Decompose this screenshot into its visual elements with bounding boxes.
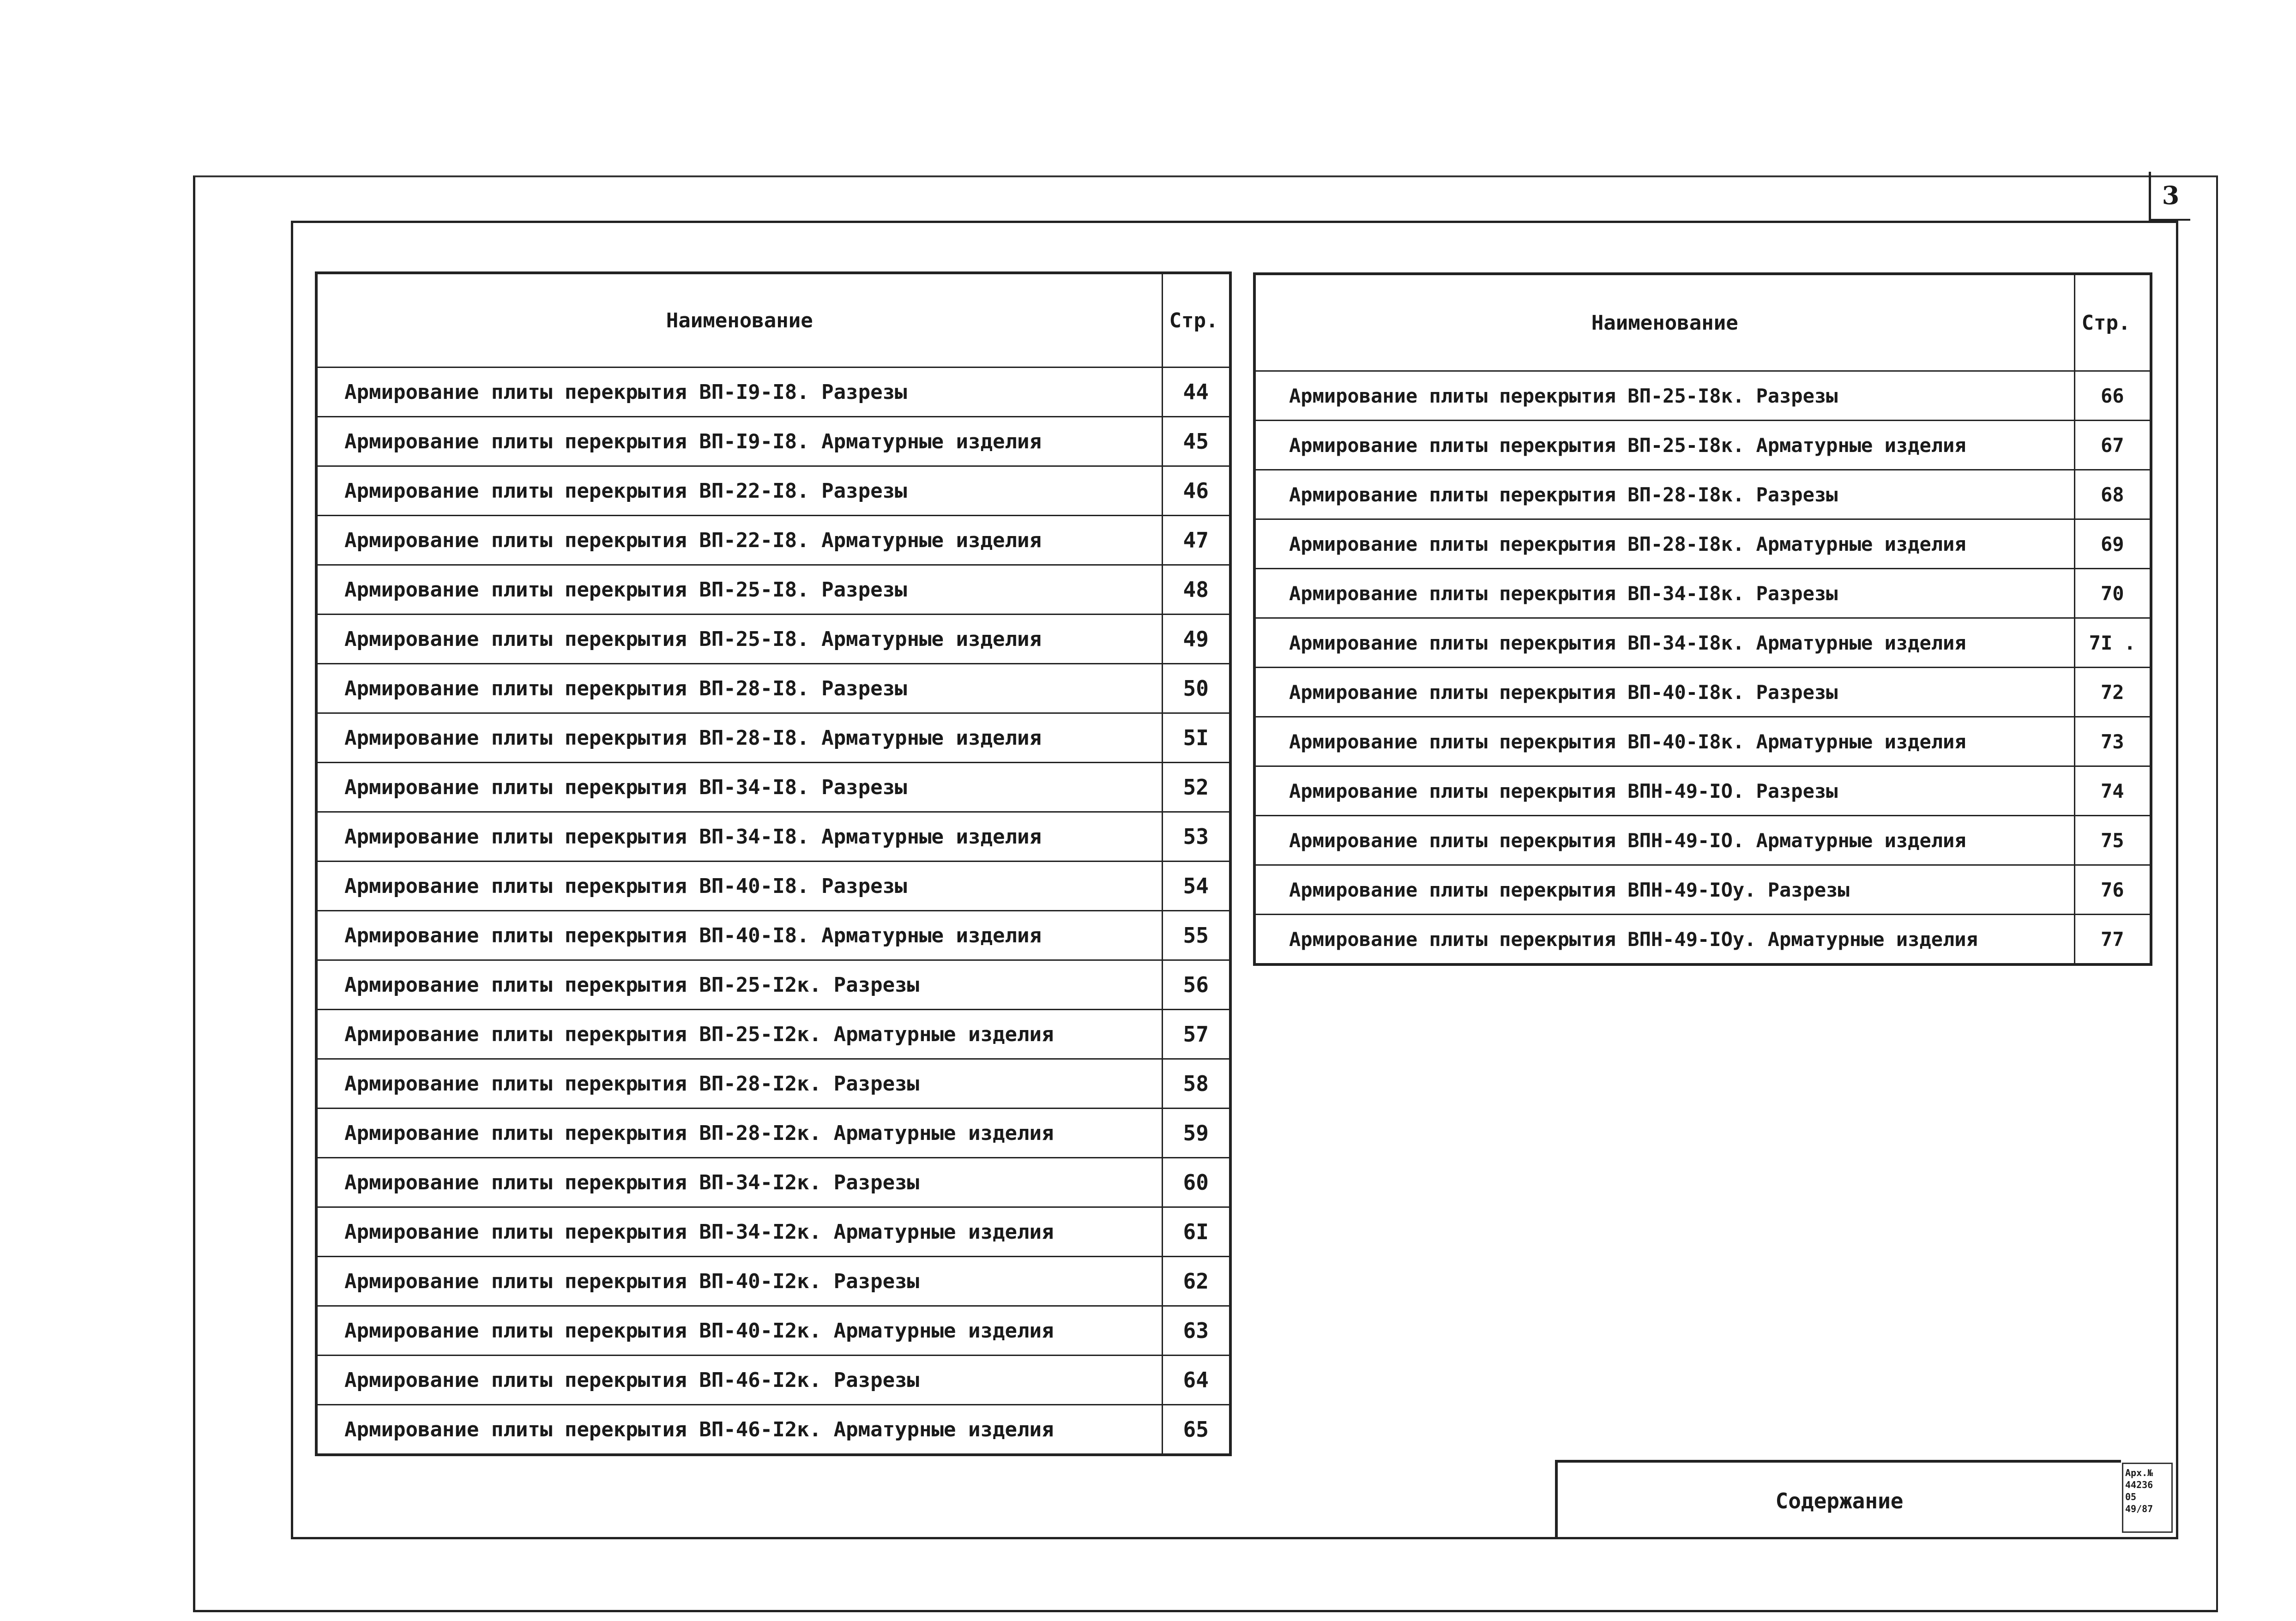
contents-table-left	[315, 271, 1232, 1456]
table-row	[316, 466, 1230, 516]
row-title: Армирование плиты перекрытия ВП-34-I2к. Разрезы	[316, 1158, 1162, 1207]
row-title: Армирование плиты перекрытия ВП-46-I2к. Арматурные изделия	[316, 1405, 1162, 1455]
row-page-number: 44	[1162, 368, 1230, 417]
row-title: Армирование плиты перекрытия ВП-34-I8к. Разрезы	[1254, 569, 2074, 618]
row-page-number: 49	[1162, 615, 1230, 664]
table-row	[316, 1257, 1230, 1306]
row-page-number: 74	[2074, 766, 2151, 816]
row-title: Армирование плиты перекрытия ВП-40-I8. Разрезы	[316, 862, 1162, 911]
row-title: Армирование плиты перекрытия ВП-25-I8к. Арматурные изделия	[1254, 421, 2074, 470]
row-title: Армирование плиты перекрытия ВП-I9-I8. Арматурные изделия	[316, 417, 1162, 466]
row-title: Армирование плиты перекрытия ВП-34-I8. Арматурные изделия	[316, 812, 1162, 862]
table-row	[316, 960, 1230, 1010]
row-page-number: 63	[1162, 1306, 1230, 1356]
row-page-number: 76	[2074, 865, 2151, 915]
row-title: Армирование плиты перекрытия ВП-28-I2к. Арматурные изделия	[316, 1109, 1162, 1158]
row-title: Армирование плиты перекрытия ВП-46-I2к. Разрезы	[316, 1356, 1162, 1405]
row-title: Армирование плиты перекрытия ВП-34-I8. Разрезы	[316, 763, 1162, 812]
row-page-number: 54	[1162, 862, 1230, 911]
row-title: Армирование плиты перекрытия ВП-I9-I8. Разрезы	[316, 368, 1162, 417]
row-title: Армирование плиты перекрытия ВП-22-I8. Разрезы	[316, 466, 1162, 516]
row-page-number: 57	[1162, 1010, 1230, 1059]
table-row	[1254, 569, 2151, 618]
table-row	[316, 1109, 1230, 1158]
row-page-number: 58	[1162, 1059, 1230, 1109]
table-row	[316, 1059, 1230, 1109]
row-page-number: 69	[2074, 519, 2151, 569]
table-row	[316, 713, 1230, 763]
row-page-number: 59	[1162, 1109, 1230, 1158]
row-page-number: 70	[2074, 569, 2151, 618]
table-row	[316, 763, 1230, 812]
row-page-number: 77	[2074, 915, 2151, 965]
archive-stamp: Арх.№ 44236 05 49/87	[2122, 1463, 2173, 1533]
row-page-number: 7I .	[2074, 618, 2151, 668]
row-title: Армирование плиты перекрытия ВП-25-I2к. Арматурные изделия	[316, 1010, 1162, 1059]
column-header-name: Наименование	[1254, 274, 2074, 371]
row-page-number: 5I	[1162, 713, 1230, 763]
row-title: Армирование плиты перекрытия ВП-25-I2к. Разрезы	[316, 960, 1162, 1010]
table-row	[316, 664, 1230, 713]
row-title: Армирование плиты перекрытия ВП-34-I8к. Арматурные изделия	[1254, 618, 2074, 668]
row-title: Армирование плиты перекрытия ВП-40-I8к. Арматурные изделия	[1254, 717, 2074, 766]
row-title: Армирование плиты перекрытия ВПН-49-IO. Разрезы	[1254, 766, 2074, 816]
row-page-number: 66	[2074, 371, 2151, 421]
table-row	[1254, 766, 2151, 816]
row-page-number: 72	[2074, 668, 2151, 717]
table-row	[316, 1158, 1230, 1207]
table-row	[1254, 865, 2151, 915]
row-page-number: 60	[1162, 1158, 1230, 1207]
table-header-row	[316, 273, 1230, 368]
row-title: Армирование плиты перекрытия ВП-34-I2к. Арматурные изделия	[316, 1207, 1162, 1257]
row-title: Армирование плиты перекрытия ВП-28-I2к. Разрезы	[316, 1059, 1162, 1109]
table-row	[316, 417, 1230, 466]
row-page-number: 55	[1162, 911, 1230, 960]
row-title: Армирование плиты перекрытия ВПН-49-IOу. Разрезы	[1254, 865, 2074, 915]
row-page-number: 75	[2074, 816, 2151, 865]
title-block	[1555, 1460, 2121, 1539]
row-page-number: 65	[1162, 1405, 1230, 1455]
table-row	[316, 1010, 1230, 1059]
table-row	[316, 911, 1230, 960]
row-page-number: 62	[1162, 1257, 1230, 1306]
row-title: Армирование плиты перекрытия ВПН-49-IOу. Арматурные изделия	[1254, 915, 2074, 965]
table-row	[1254, 421, 2151, 470]
row-title: Армирование плиты перекрытия ВП-22-I8. Арматурные изделия	[316, 516, 1162, 565]
table-row	[1254, 470, 2151, 519]
row-title: Армирование плиты перекрытия ВПН-49-IO. Арматурные изделия	[1254, 816, 2074, 865]
row-page-number: 50	[1162, 664, 1230, 713]
table-row	[1254, 668, 2151, 717]
row-title: Армирование плиты перекрытия ВП-28-I8. Арматурные изделия	[316, 713, 1162, 763]
table-row	[1254, 717, 2151, 766]
table-header-row	[1254, 274, 2151, 371]
table-row	[1254, 618, 2151, 668]
row-page-number: 46	[1162, 466, 1230, 516]
table-row	[316, 1306, 1230, 1356]
row-page-number: 73	[2074, 717, 2151, 766]
table-row	[316, 862, 1230, 911]
table-row	[1254, 371, 2151, 421]
row-title: Армирование плиты перекрытия ВП-40-I8к. Разрезы	[1254, 668, 2074, 717]
row-title: Армирование плиты перекрытия ВП-28-I8. Разрезы	[316, 664, 1162, 713]
row-title: Армирование плиты перекрытия ВП-25-I8. Разрезы	[316, 565, 1162, 615]
table-row	[316, 1356, 1230, 1405]
contents-table-right	[1253, 272, 2152, 966]
table-row	[1254, 816, 2151, 865]
row-page-number: 68	[2074, 470, 2151, 519]
row-title: Армирование плиты перекрытия ВП-40-I2к. Арматурные изделия	[316, 1306, 1162, 1356]
column-header-page: Стр.	[2074, 274, 2151, 371]
sheet-number: 3	[2149, 172, 2190, 221]
title-block-label: Содержание	[1775, 1488, 1904, 1513]
table-row	[316, 565, 1230, 615]
column-header-page: Стр.	[1162, 273, 1230, 368]
column-header-name: Наименование	[316, 273, 1162, 368]
row-page-number: 45	[1162, 417, 1230, 466]
row-title: Армирование плиты перекрытия ВП-40-I2к. Разрезы	[316, 1257, 1162, 1306]
row-page-number: 64	[1162, 1356, 1230, 1405]
row-page-number: 6I	[1162, 1207, 1230, 1257]
row-title: Армирование плиты перекрытия ВП-28-I8к. Разрезы	[1254, 470, 2074, 519]
row-page-number: 47	[1162, 516, 1230, 565]
table-row	[316, 812, 1230, 862]
table-row	[316, 1207, 1230, 1257]
row-page-number: 53	[1162, 812, 1230, 862]
row-page-number: 67	[2074, 421, 2151, 470]
row-page-number: 48	[1162, 565, 1230, 615]
row-page-number: 52	[1162, 763, 1230, 812]
row-title: Армирование плиты перекрытия ВП-40-I8. Арматурные изделия	[316, 911, 1162, 960]
row-title: Армирование плиты перекрытия ВП-28-I8к. Арматурные изделия	[1254, 519, 2074, 569]
table-row	[316, 615, 1230, 664]
row-title: Армирование плиты перекрытия ВП-25-I8к. Разрезы	[1254, 371, 2074, 421]
table-row	[316, 516, 1230, 565]
table-row	[1254, 519, 2151, 569]
table-row	[316, 368, 1230, 417]
row-title: Армирование плиты перекрытия ВП-25-I8. Арматурные изделия	[316, 615, 1162, 664]
table-row	[1254, 915, 2151, 965]
table-row	[316, 1405, 1230, 1455]
row-page-number: 56	[1162, 960, 1230, 1010]
